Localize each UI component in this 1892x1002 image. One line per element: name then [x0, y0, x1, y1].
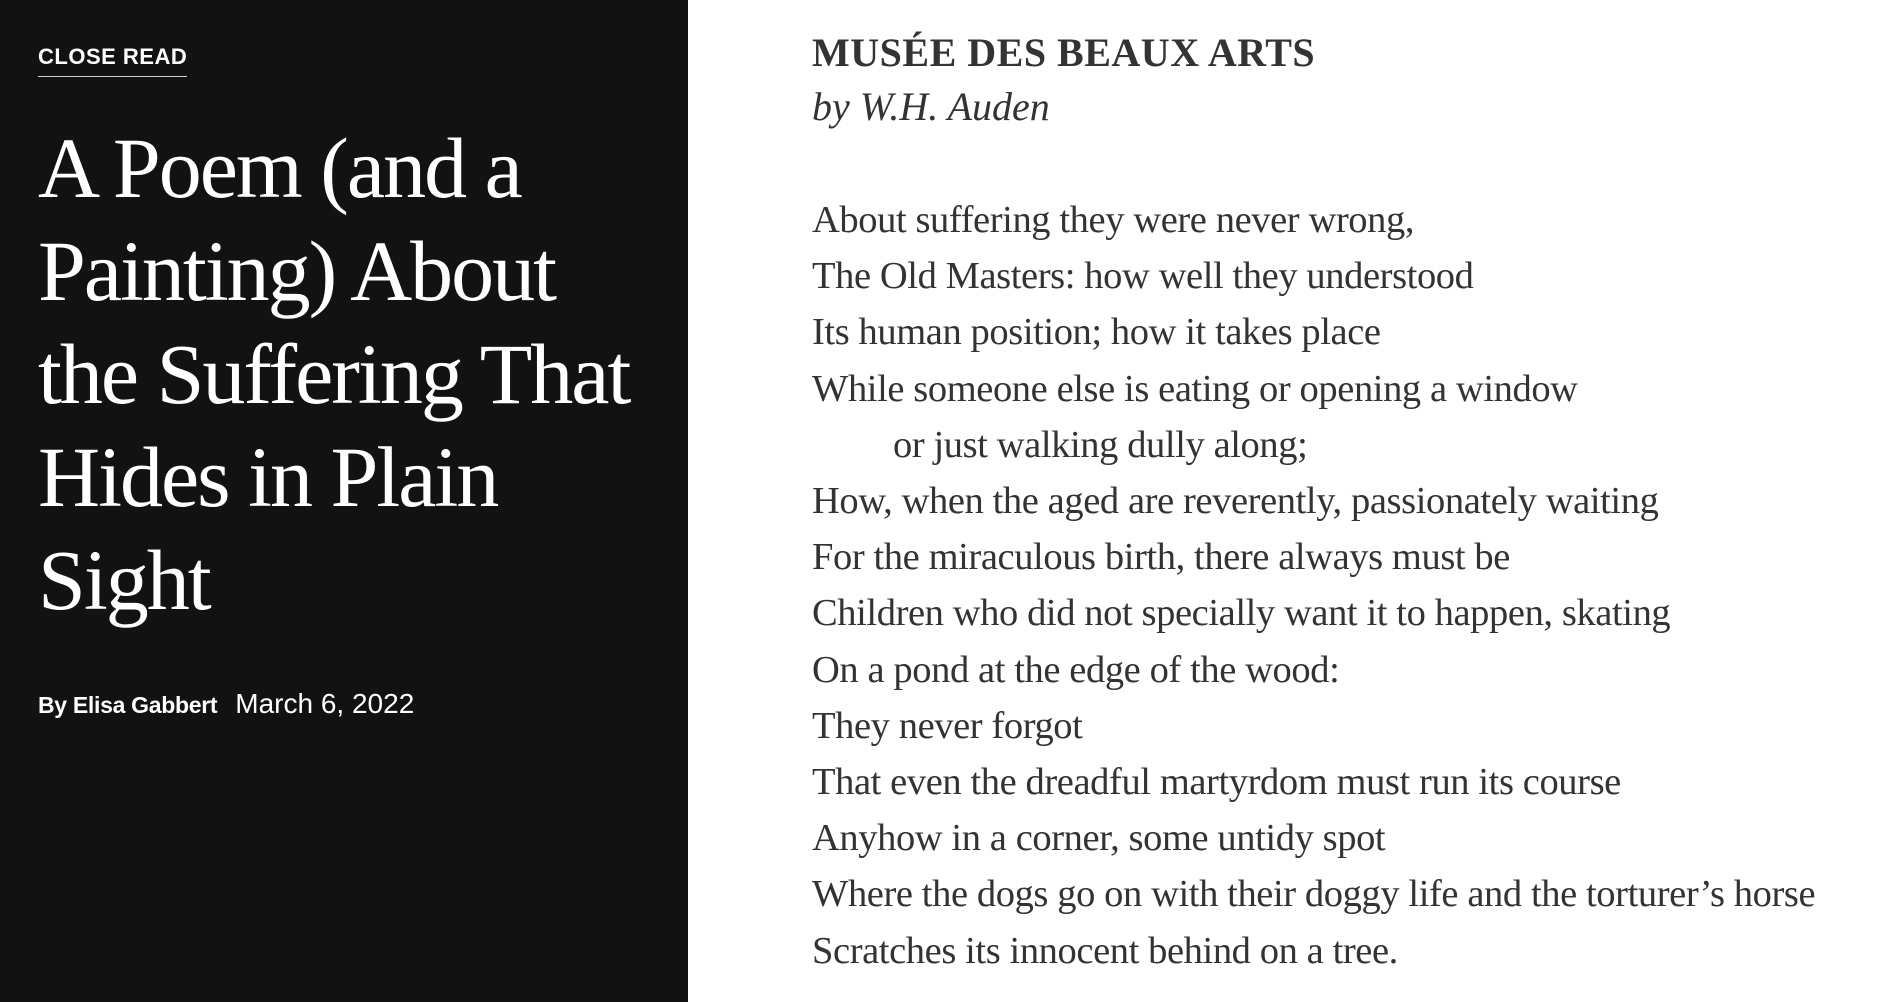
- poem-panel: [688, 0, 1892, 1002]
- poem-line: How, when the aged are reverently, passionately waiting: [812, 480, 1659, 523]
- poem-line: Scratches its innocent behind on a tree.: [812, 929, 1398, 972]
- poem-title: MUSÉE DES BEAUX ARTS: [812, 30, 1316, 75]
- poem-author: by W.H. Auden: [812, 84, 1050, 129]
- author-byline[interactable]: By Elisa Gabbert: [38, 692, 218, 718]
- poem-line: Where the dogs go on with their doggy life and the torturer’s horse: [812, 873, 1816, 916]
- poem-line: Anyhow in a corner, some untidy spot: [812, 817, 1386, 860]
- article-headline: A Poem (and a Painting) About the Suffering That Hides in Plain Sight: [38, 120, 630, 628]
- publish-date: March 6, 2022: [235, 688, 415, 719]
- poem-line: While someone else is eating or opening a window: [812, 367, 1578, 410]
- poem-lines: [812, 192, 1892, 979]
- poem-line: For the miraculous birth, there always must be: [812, 536, 1510, 579]
- section-kicker-link[interactable]: CLOSE READ: [38, 44, 187, 77]
- poem-line: Children who did not specially want it to happen, skating: [812, 592, 1671, 635]
- poem-line: Its human position; how it takes place: [812, 311, 1381, 354]
- poem-line: The Old Masters: how well they understood: [812, 255, 1474, 298]
- poem-line: About suffering they were never wrong,: [812, 199, 1415, 241]
- poem-line: They never forgot: [812, 704, 1083, 747]
- poem-line: On a pond at the edge of the wood:: [812, 648, 1340, 691]
- article-header-panel: [0, 0, 688, 1002]
- poem-line: or just walking dully along;: [893, 423, 1308, 466]
- byline-row: [38, 688, 688, 720]
- poem-line: That even the dreadful martyrdom must run its course: [812, 761, 1621, 804]
